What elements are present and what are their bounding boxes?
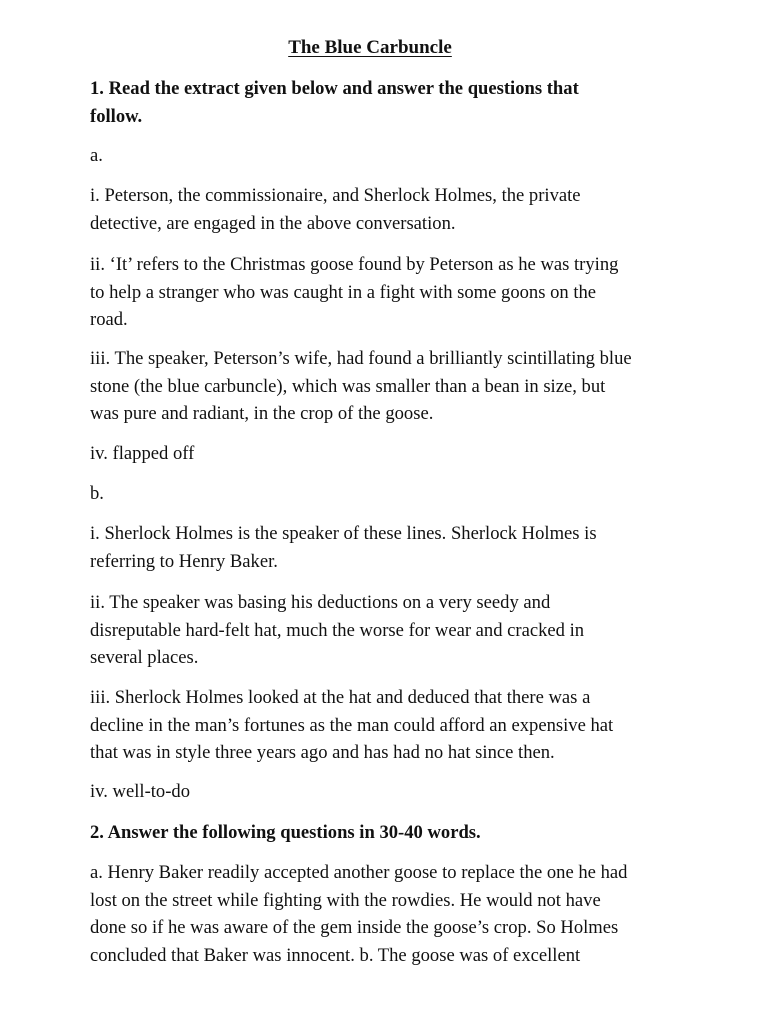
question-2-heading: 2. Answer the following questions in 30-40 words. xyxy=(90,822,481,843)
question-1-heading-line: follow. xyxy=(90,105,143,127)
answer-b-iii xyxy=(90,684,690,767)
answer-line: iii. The speaker, Peterson’s wife, had found a brilliantly scintillating blue xyxy=(90,348,632,369)
answer-line: that was in style three years ago and has had no hat since then. xyxy=(90,742,555,763)
answer-a-iii xyxy=(90,345,690,428)
part-b-label: b. xyxy=(90,483,104,504)
answer-line: decline in the man’s fortunes as the man could afford an expensive hat xyxy=(90,714,614,736)
answer-line: iii. Sherlock Holmes looked at the hat and deduced that there was a xyxy=(90,687,591,708)
answer-line: stone (the blue carbuncle), which was smaller than a bean in size, but xyxy=(90,375,606,397)
document-title: The Blue Carbuncle xyxy=(288,37,452,58)
part-a-label: a. xyxy=(90,145,103,166)
answer-line: was pure and radiant, in the crop of the goose. xyxy=(90,403,434,424)
answer-line: to help a stranger who was caught in a fight with some goons on the xyxy=(90,281,597,303)
answer-line: lost on the street while fighting with the rowdies. He would not have xyxy=(90,889,601,911)
answer-line: ii. ‘It’ refers to the Christmas goose found by Peterson as he was trying xyxy=(90,254,619,275)
answer-b-ii xyxy=(90,589,690,672)
question-1-heading-line: 1. Read the extract given below and answer the questions that xyxy=(90,78,579,99)
question-1-heading xyxy=(90,75,690,130)
answer-line: several places. xyxy=(90,647,199,668)
answer-a-iv: iv. flapped off xyxy=(90,443,195,464)
answer-line: road. xyxy=(90,309,128,330)
answer-line: referring to Henry Baker. xyxy=(90,550,278,572)
answer-a-ii xyxy=(90,251,690,334)
answer-line: ii. The speaker was basing his deductions on a very seedy and xyxy=(90,592,551,613)
answer-line: detective, are engaged in the above conversation. xyxy=(90,212,456,234)
answer-line: concluded that Baker was innocent. b. The goose was of excellent xyxy=(90,944,581,966)
answer-b-iv: iv. well-to-do xyxy=(90,781,191,802)
answer-line: done so if he was aware of the gem inside the goose’s crop. So Holmes xyxy=(90,917,619,938)
answer-line: i. Peterson, the commissionaire, and Sherlock Holmes, the private xyxy=(90,185,581,206)
answer-a-i xyxy=(90,182,690,237)
answer-line: a. Henry Baker readily accepted another goose to replace the one he had xyxy=(90,862,628,883)
answer-line: i. Sherlock Holmes is the speaker of these lines. Sherlock Holmes is xyxy=(90,523,597,544)
answer-b-i xyxy=(90,520,690,575)
answer-2-a xyxy=(90,859,690,969)
answer-line: disreputable hard-felt hat, much the worse for wear and cracked in xyxy=(90,619,585,641)
